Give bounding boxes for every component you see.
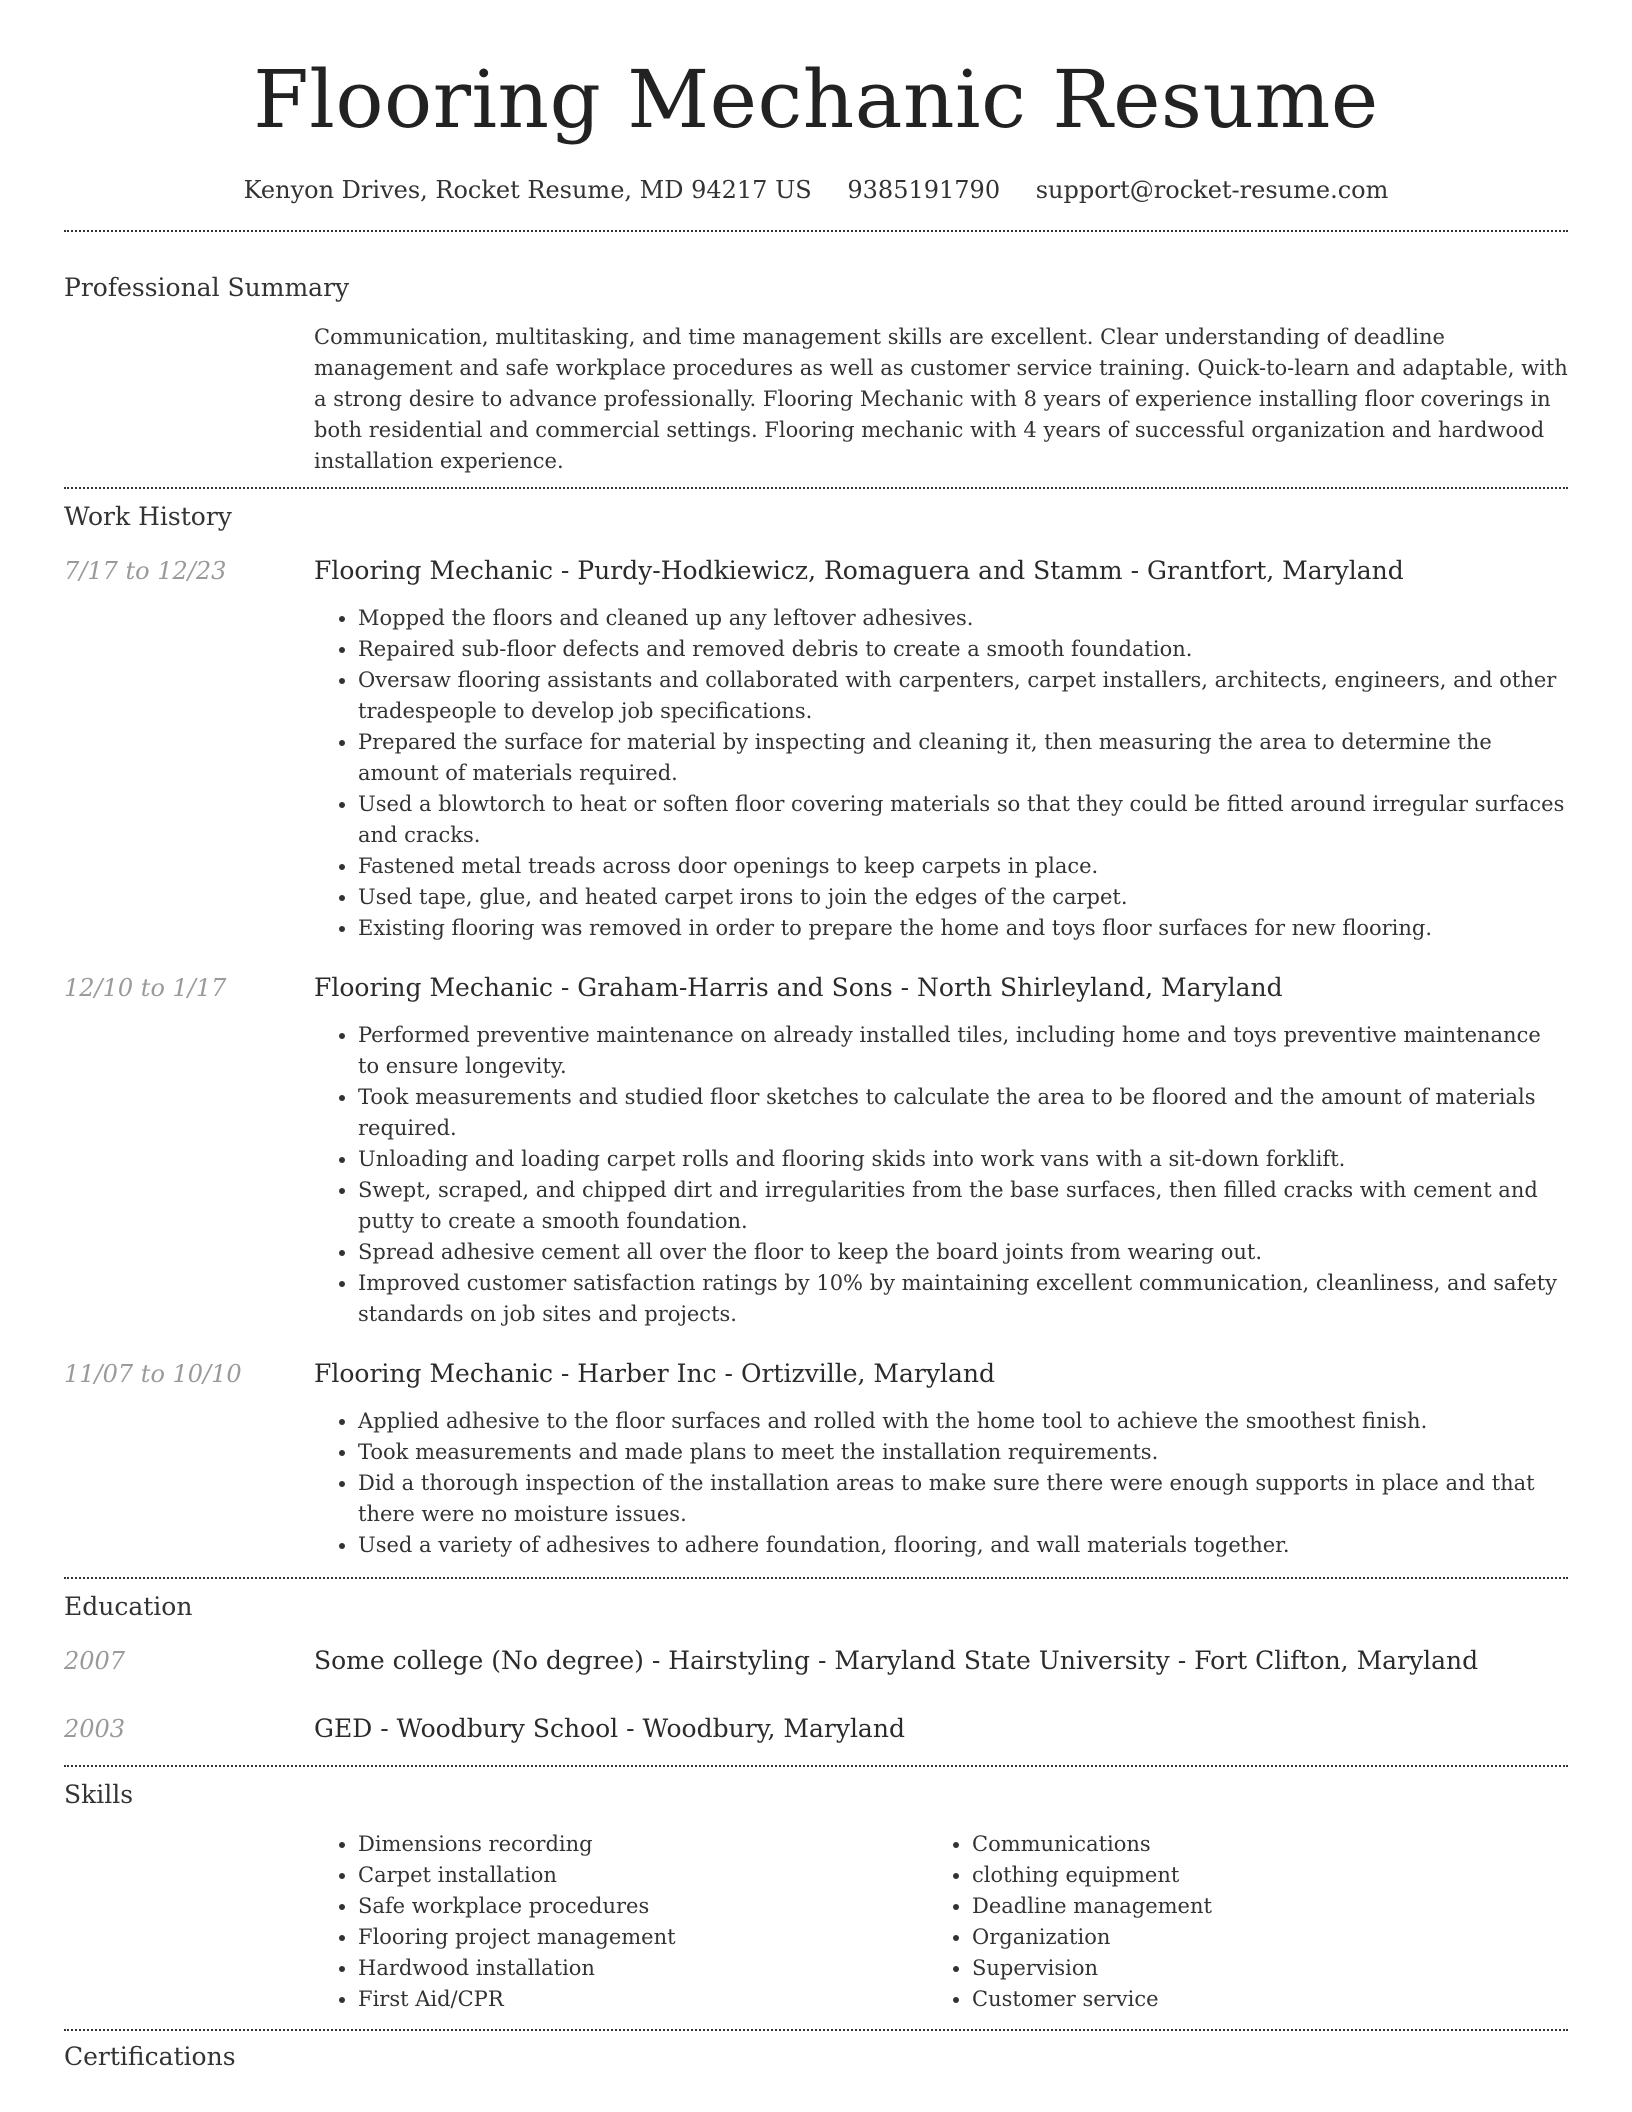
job-bullet: • Mopped the floors and cleaned up any leftover adhesives.	[358, 603, 1568, 634]
skills-list-left	[314, 1829, 928, 2015]
section-divider	[64, 230, 1568, 232]
work-history-heading: Work History	[64, 502, 232, 531]
job-bullet: • Unloading and loading carpet rolls and flooring skids into work vans with a sit-down forklift.	[358, 1144, 1568, 1175]
job-bullet: • Used a variety of adhesives to adhere foundation, flooring, and wall materials together.	[358, 1530, 1568, 1561]
skill-item: • Deadline management	[972, 1891, 1542, 1922]
section-divider	[64, 2029, 1568, 2031]
skills-columns	[314, 1829, 1568, 2015]
job-bullet: • Took measurements and made plans to meet the installation requirements.	[358, 1437, 1568, 1468]
summary-text: Communication, multitasking, and time management skills are excellent. Clear understanding of deadline management and safe workplace procedures as well as customer service training. Quick-to-learn and adaptable, with a strong desire to advance professionally. Flooring Mechanic with 8 years of experience installing floor coverings in both residential and commercial settings. Flooring mechanic with 4 years of successful organization and hardwood installation experience.	[314, 325, 1568, 473]
job-bullet: • Oversaw flooring assistants and collaborated with carpenters, carpet installers, architects, engineers, and other tradespeople to develop job specifications.	[358, 665, 1568, 727]
summary-heading: Professional Summary	[64, 273, 350, 302]
contact-address: Kenyon Drives, Rocket Resume, MD 94217 US	[243, 176, 812, 204]
contact-info	[64, 174, 1568, 206]
skills-heading: Skills	[64, 1780, 134, 1809]
education-text: GED - Woodbury School - Woodbury, Maryland	[314, 1714, 905, 1743]
job-bullet: • Performed preventive maintenance on already installed tiles, including home and toys preventive maintenance to ensure longevity.	[358, 1020, 1568, 1082]
education-entry	[64, 1645, 1568, 1677]
skills-list-right	[928, 1829, 1542, 2015]
education-text: Some college (No degree) - Hairstyling - Maryland State University - Fort Clifton, Maryland	[314, 1646, 1479, 1675]
job-bullet: • Swept, scraped, and chipped dirt and irregularities from the base surfaces, then filled cracks with cement and putty to create a smooth foundation.	[358, 1175, 1568, 1237]
skill-item: • Safe workplace procedures	[358, 1891, 928, 1922]
job-bullets	[314, 1020, 1568, 1330]
job-bullet: • Spread adhesive cement all over the floor to keep the board joints from wearing out.	[358, 1237, 1568, 1268]
skill-item: • First Aid/CPR	[358, 1984, 928, 2015]
skill-item: • Organization	[972, 1922, 1542, 1953]
resume-title: Flooring Mechanic Resume	[253, 53, 1379, 146]
job-bullet: • Fastened metal treads across door openings to keep carpets in place.	[358, 851, 1568, 882]
skill-item: • Supervision	[972, 1953, 1542, 1984]
job-bullet: • Improved customer satisfaction ratings by 10% by maintaining excellent communication, cleanliness, and safety standards on job sites and projects.	[358, 1268, 1568, 1330]
job-title: Flooring Mechanic - Graham-Harris and Sons - North Shirleyland, Maryland	[314, 973, 1283, 1002]
job-title: Flooring Mechanic - Harber Inc - Ortizville, Maryland	[314, 1359, 995, 1388]
job-entry	[64, 555, 1568, 944]
certifications-heading: Certifications	[64, 2042, 236, 2071]
job-bullet: • Took measurements and studied floor sketches to calculate the area to be floored and the amount of materials required.	[358, 1082, 1568, 1144]
job-bullet: • Used a blowtorch to heat or soften floor covering materials so that they could be fitted around irregular surfaces and cracks.	[358, 789, 1568, 851]
job-bullets	[314, 1406, 1568, 1561]
skill-item: • Carpet installation	[358, 1860, 928, 1891]
contact-email: support@rocket-resume.com	[1035, 176, 1389, 204]
contact-phone: 9385191790	[847, 176, 1001, 204]
job-bullet: • Existing flooring was removed in order to prepare the home and toys floor surfaces for new flooring.	[358, 913, 1568, 944]
section-divider	[64, 1577, 1568, 1579]
skill-item: • Dimensions recording	[358, 1829, 928, 1860]
job-dates: 11/07 to 10/10	[64, 1360, 242, 1388]
section-divider	[64, 1765, 1568, 1767]
skill-item: • Flooring project management	[358, 1922, 928, 1953]
job-bullet: • Did a thorough inspection of the installation areas to make sure there were enough supports in place and that there were no moisture issues.	[358, 1468, 1568, 1530]
education-year: 2007	[64, 1647, 126, 1675]
skill-item: • Communications	[972, 1829, 1542, 1860]
education-year: 2003	[64, 1715, 126, 1743]
job-entry	[64, 1358, 1568, 1561]
skill-item: • Customer service	[972, 1984, 1542, 2015]
job-entry	[64, 972, 1568, 1330]
job-bullet: • Applied adhesive to the floor surfaces and rolled with the home tool to achieve the smoothest finish.	[358, 1406, 1568, 1437]
job-title: Flooring Mechanic - Purdy-Hodkiewicz, Romaguera and Stamm - Grantfort, Maryland	[314, 556, 1404, 585]
job-bullet: • Used tape, glue, and heated carpet irons to join the edges of the carpet.	[358, 882, 1568, 913]
job-dates: 7/17 to 12/23	[64, 557, 227, 585]
education-heading: Education	[64, 1592, 193, 1621]
job-dates: 12/10 to 1/17	[64, 974, 227, 1002]
section-divider	[64, 487, 1568, 489]
skill-item: • Hardwood installation	[358, 1953, 928, 1984]
job-bullet: • Repaired sub-floor defects and removed debris to create a smooth foundation.	[358, 634, 1568, 665]
job-bullets	[314, 603, 1568, 944]
education-entry	[64, 1713, 1568, 1745]
job-bullet: • Prepared the surface for material by inspecting and cleaning it, then measuring the area to determine the amount of materials required.	[358, 727, 1568, 789]
skill-item: • clothing equipment	[972, 1860, 1542, 1891]
